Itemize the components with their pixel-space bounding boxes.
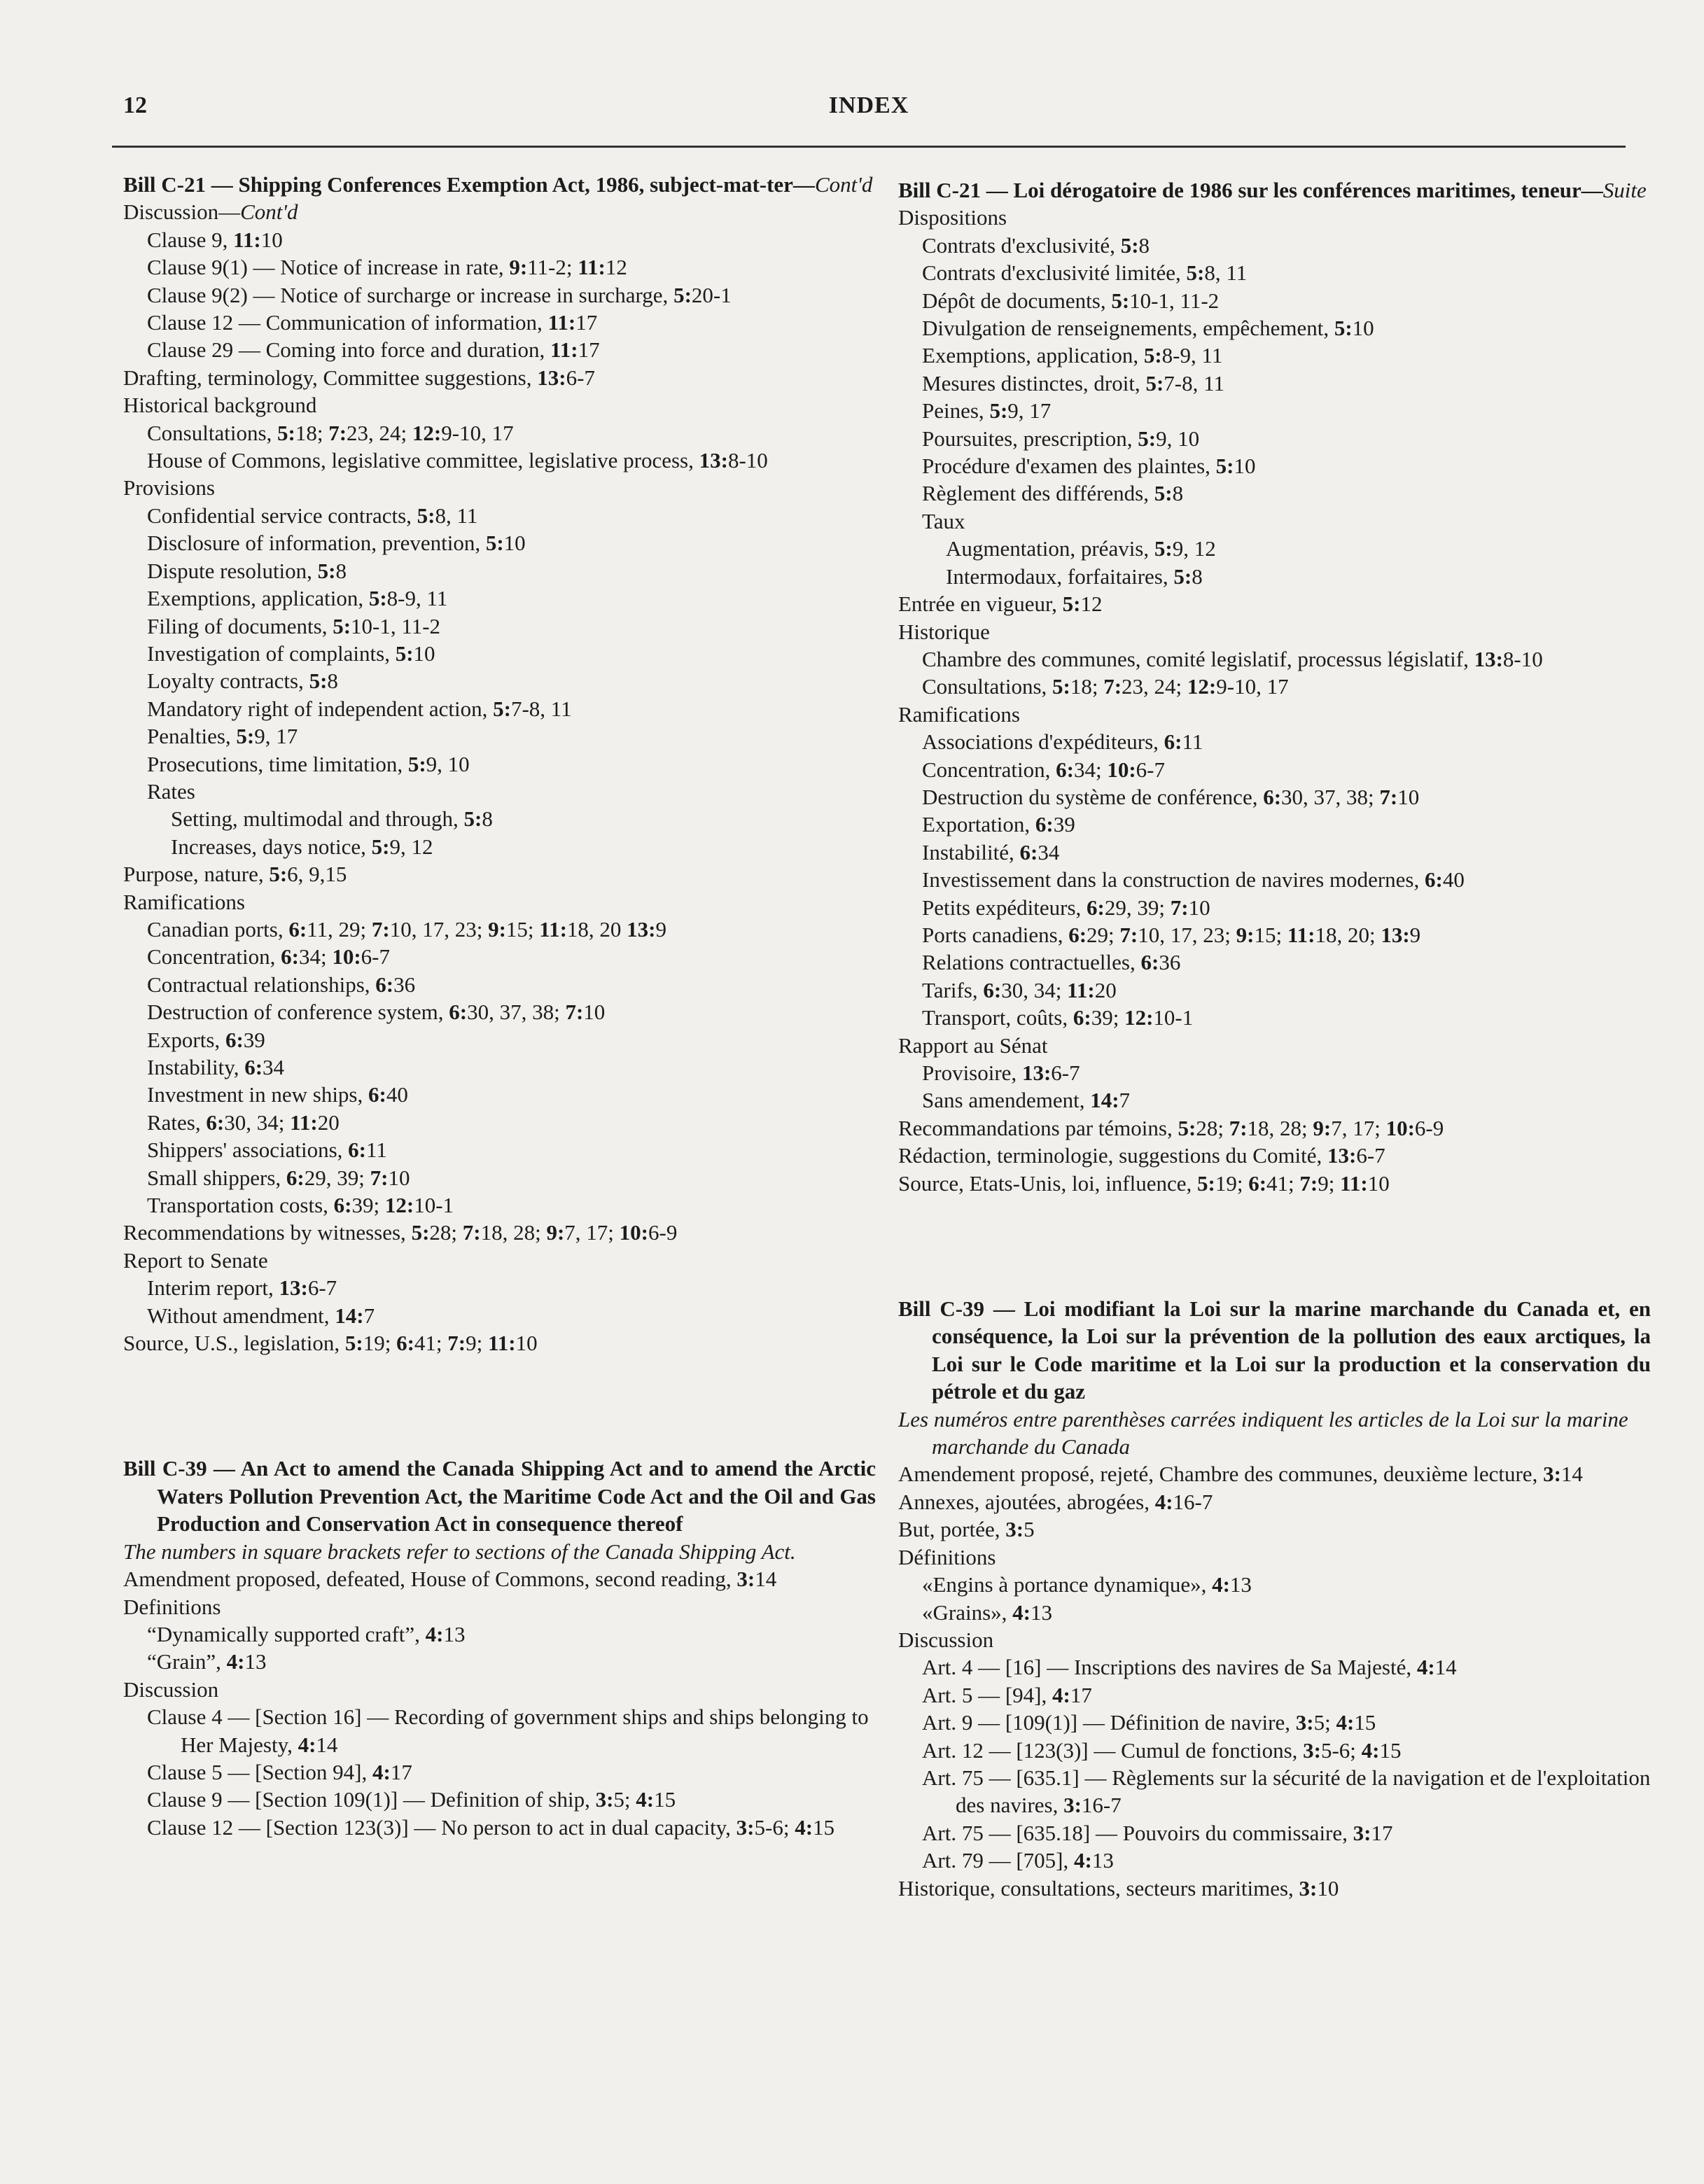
- index-entry: Contrats d'exclusivité limitée, 5:8, 11: [922, 260, 1248, 286]
- index-entry: Clause 4 — [Section 16] — Recording of government ships and ships belonging to Her Majesty, 4:14: [147, 1704, 869, 1757]
- index-entry: Investment in new ships, 6:40: [147, 1082, 408, 1107]
- page-number: 12: [123, 92, 147, 118]
- index-entry: Entrée en vigueur, 5:12: [898, 592, 1103, 617]
- index-entry: Art. 75 — [635.1] — Règlements sur la sécurité de la navigation et de l'exploitation des navires, 3:16-7: [922, 1765, 1651, 1818]
- right-column: [898, 176, 1651, 1902]
- index-entry: Prosecutions, time limitation, 5:9, 10: [147, 751, 470, 776]
- index-entry: Investissement dans la construction de navires modernes, 6:40: [922, 867, 1465, 892]
- index-entry: Art. 12 — [123(3)] — Cumul de fonctions, 3:5-6; 4:15: [922, 1737, 1402, 1763]
- index-entry: Mandatory right of independent action, 5:7-8, 11: [147, 696, 572, 721]
- index-block: [123, 171, 876, 1357]
- index-entry: Clause 9 — [Section 109(1)] — Definition of ship, 3:5; 4:15: [147, 1787, 676, 1812]
- index-entry: Amendment proposed, defeated, House of Commons, second reading, 3:14: [123, 1567, 777, 1592]
- index-block: [123, 1455, 876, 1841]
- index-heading-text: Bill C-39 — An Act to amend the Canada Shipping Act and to amend the Arctic Waters Pollution Prevention Act, the Maritime Code Act and the Oil and Gas Production and Conservation Act in consequence thereof: [123, 1456, 876, 1536]
- index-entry: Rapport au Sénat: [898, 1032, 1048, 1058]
- index-entry: Filing of documents, 5:10-1, 11-2: [147, 613, 441, 638]
- index-entry: Divulgation de renseignements, empêchement, 5:10: [922, 316, 1374, 341]
- index-entry: Taux: [922, 508, 965, 533]
- index-entry: Exemptions, application, 5:8-9, 11: [147, 586, 448, 611]
- index-entry: Augmentation, préavis, 5:9, 12: [946, 536, 1216, 561]
- index-entry: Discussion: [898, 1627, 994, 1652]
- index-entry: Recommandations par témoins, 5:28; 7:18, 28; 9:7, 17; 10:6-9: [898, 1115, 1444, 1140]
- index-entry: Rates, 6:30, 34; 11:20: [147, 1110, 340, 1135]
- index-entry: Petits expéditeurs, 6:29, 39; 7:10: [922, 895, 1210, 920]
- index-entry: Exports, 6:39: [147, 1027, 265, 1052]
- header-rule: [112, 146, 1626, 148]
- index-entry: Instability, 6:34: [147, 1055, 285, 1079]
- index-heading-continued: Suite: [1602, 178, 1647, 202]
- index-entry: Loyalty contracts, 5:8: [147, 668, 338, 694]
- index-block: [898, 176, 1651, 1197]
- index-entry: Small shippers, 6:29, 39; 7:10: [147, 1165, 410, 1190]
- index-entry: Ramifications: [123, 889, 245, 914]
- left-column: [123, 171, 876, 1841]
- index-entry: Rates: [147, 778, 195, 804]
- index-entry: Rédaction, terminologie, suggestions du Comité, 13:6-7: [898, 1143, 1385, 1168]
- index-heading-continued: Cont'd: [814, 172, 873, 197]
- index-heading-text: Bill C-21 — Loi dérogatoire de 1986 sur les conférences maritimes, teneur—: [898, 178, 1603, 202]
- index-entry: Associations d'expéditeurs, 6:11: [922, 729, 1203, 755]
- index-entry: Mesures distinctes, droit, 5:7-8, 11: [922, 370, 1224, 396]
- index-entry: Source, U.S., legislation, 5:19; 6:41; 7:9; 11:10: [123, 1331, 538, 1356]
- index-entry: Clause 12 — Communication of information, 11:17: [147, 310, 598, 335]
- index-entry: Intermodaux, forfaitaires, 5:8: [946, 564, 1203, 589]
- index-entry: Consultations, 5:18; 7:23, 24; 12:9-10, 17: [922, 674, 1289, 699]
- index-entry: Concentration, 6:34; 10:6-7: [922, 757, 1165, 782]
- running-head: INDEX: [828, 92, 909, 118]
- index-entry: Art. 75 — [635.18] — Pouvoirs du commissaire, 3:17: [922, 1820, 1393, 1845]
- index-entry: Procédure d'examen des plaintes, 5:10: [922, 454, 1256, 479]
- index-entry: Exemptions, application, 5:8-9, 11: [922, 343, 1223, 368]
- index-note: The numbers in square brackets refer to sections of the Canada Shipping Act.: [123, 1539, 796, 1564]
- index-entry: “Dynamically supported craft”, 4:13: [147, 1621, 466, 1646]
- index-entry: Annexes, ajoutées, abrogées, 4:16-7: [898, 1489, 1213, 1514]
- index-entry: Penalties, 5:9, 17: [147, 724, 298, 749]
- index-entry: «Grains», 4:13: [922, 1600, 1052, 1625]
- index-entry: Ramifications: [898, 701, 1020, 727]
- index-entry: Drafting, terminology, Committee suggestions, 13:6-7: [123, 365, 595, 390]
- index-entry: Contrats d'exclusivité, 5:8: [922, 232, 1150, 258]
- index-entry: Discussion: [123, 1676, 219, 1702]
- index-heading: [898, 176, 1651, 204]
- index-entry: Dispositions: [898, 205, 1007, 230]
- index-entry: Contractual relationships, 6:36: [147, 972, 416, 997]
- index-entry: Canadian ports, 6:11, 29; 7:10, 17, 23; 9:15; 11:18, 20 13:9: [147, 916, 666, 941]
- index-entry: Provisoire, 13:6-7: [922, 1060, 1080, 1085]
- index-entry: Recommendations by witnesses, 5:28; 7:18, 28; 9:7, 17; 10:6-9: [123, 1220, 678, 1245]
- index-entry: Source, Etats-Unis, loi, influence, 5:19; 6:41; 7:9; 11:10: [898, 1170, 1390, 1196]
- index-entry: Clause 12 — [Section 123(3)] — No person to act in dual capacity, 3:5-6; 4:15: [147, 1814, 835, 1840]
- index-entry: Setting, multimodal and through, 5:8: [171, 806, 493, 832]
- index-entry: Définitions: [898, 1544, 996, 1569]
- index-entry: Increases, days notice, 5:9, 12: [171, 834, 433, 859]
- index-entry: Interim report, 13:6-7: [147, 1275, 337, 1301]
- index-entry: Concentration, 6:34; 10:6-7: [147, 944, 390, 969]
- index-entry: Art. 5 — [94], 4:17: [922, 1682, 1092, 1707]
- index-note: Les numéros entre parenthèses carrées indiquent les articles de la Loi sur la marine marchande du Canada: [898, 1406, 1628, 1460]
- index-entry: But, portée, 3:5: [898, 1517, 1035, 1542]
- index-entry: Poursuites, prescription, 5:9, 10: [922, 426, 1200, 451]
- index-entry: Clause 29 — Coming into force and duration, 11:17: [147, 337, 600, 363]
- index-entry: Chambre des communes, comité legislatif, processus législatif, 13:8-10: [922, 646, 1543, 671]
- index-entry: Tarifs, 6:30, 34; 11:20: [922, 977, 1117, 1002]
- index-entry: Purpose, nature, 5:6, 9,15: [123, 862, 347, 887]
- index-entry: Dispute resolution, 5:8: [147, 558, 347, 583]
- index-entry: Without amendment, 14:7: [147, 1303, 375, 1328]
- index-entry: Clause 9(1) — Notice of increase in rate, 9:11-2; 11:12: [147, 255, 627, 280]
- index-entry: Instabilité, 6:34: [922, 839, 1060, 864]
- index-entry: Règlement des différends, 5:8: [922, 481, 1184, 506]
- index-entry: Ports canadiens, 6:29; 7:10, 17, 23; 9:15; 11:18, 20; 13:9: [922, 922, 1421, 947]
- index-entry: Confidential service contracts, 5:8, 11: [147, 503, 478, 528]
- index-entry: Clause 5 — [Section 94], 4:17: [147, 1759, 412, 1784]
- index-heading: [123, 171, 876, 198]
- index-entry: Art. 4 — [16] — Inscriptions des navires de Sa Majesté, 4:14: [922, 1655, 1457, 1680]
- index-entry: Definitions: [123, 1594, 221, 1619]
- index-entry: Historique, consultations, secteurs maritimes, 3:10: [898, 1875, 1339, 1900]
- index-entry: House of Commons, legislative committee, legislative process, 13:8-10: [147, 448, 768, 473]
- index-entry: «Engins à portance dynamique», 4:13: [922, 1572, 1252, 1597]
- index-entry: Report to Senate: [123, 1247, 268, 1273]
- index-entry: Historical background: [123, 393, 317, 418]
- index-entry: Amendement proposé, rejeté, Chambre des communes, deuxième lecture, 3:14: [898, 1462, 1583, 1487]
- index-entry: Exportation, 6:39: [922, 812, 1075, 837]
- index-entry: Discussion—Cont'd: [123, 200, 298, 225]
- index-entry: Art. 79 — [705], 4:13: [922, 1848, 1114, 1873]
- index-entry: Sans amendement, 14:7: [922, 1088, 1131, 1113]
- index-entry: Provisions: [123, 475, 215, 500]
- index-heading: [123, 1455, 876, 1537]
- index-entry: Disclosure of information, prevention, 5:10: [147, 531, 526, 556]
- index-entry: Transportation costs, 6:39; 12:10-1: [147, 1193, 454, 1218]
- index-entry: Shippers' associations, 6:11: [147, 1138, 387, 1163]
- index-block: [898, 1295, 1651, 1902]
- index-entry: Destruction of conference system, 6:30, 37, 38; 7:10: [147, 1000, 606, 1025]
- index-entry: Peines, 5:9, 17: [922, 398, 1052, 424]
- index-entry: Investigation of complaints, 5:10: [147, 640, 435, 666]
- index-entry: Relations contractuelles, 6:36: [922, 950, 1181, 975]
- index-entry: Consultations, 5:18; 7:23, 24; 12:9-10, 17: [147, 420, 514, 445]
- index-entry: Clause 9, 11:10: [147, 227, 283, 252]
- index-entry: Transport, coûts, 6:39; 12:10-1: [922, 1005, 1194, 1030]
- index-entry: Dépôt de documents, 5:10-1, 11-2: [922, 288, 1220, 313]
- index-entry: “Grain”, 4:13: [147, 1649, 267, 1674]
- index-heading-text: Bill C-39 — Loi modifiant la Loi sur la marine marchande du Canada et, en conséquence, la Loi sur la prévention de la pollution des eaux arctiques, la Loi sur le Code maritime et la Loi sur la production et la conservation du pétrole et du gaz: [898, 1296, 1651, 1404]
- index-heading-text: Bill C-21 — Shipping Conferences Exemption Act, 1986, subject-mat-ter—: [123, 172, 815, 197]
- page-header: [112, 92, 1626, 127]
- index-heading: [898, 1295, 1651, 1406]
- index-entry: Art. 9 — [109(1)] — Définition de navire, 3:5; 4:15: [922, 1710, 1376, 1735]
- index-entry: Historique: [898, 619, 990, 644]
- index-entry: Clause 9(2) — Notice of surcharge or increase in surcharge, 5:20-1: [147, 282, 732, 307]
- index-entry: Destruction du système de conférence, 6:30, 37, 38; 7:10: [922, 784, 1420, 809]
